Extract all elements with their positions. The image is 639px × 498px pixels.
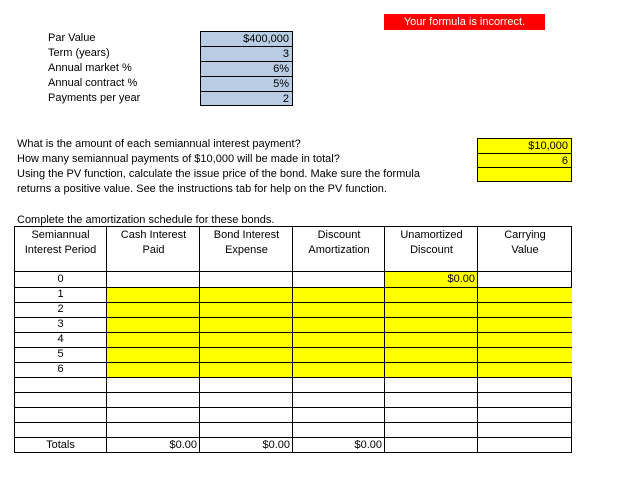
header-interest-period-line1: Semiannual <box>31 229 90 241</box>
header-interest-period-line2: Interest Period <box>24 244 97 256</box>
header-discount-amortization-line1: Discount <box>317 229 361 241</box>
total-cash-interest: $0.00 <box>169 439 197 451</box>
totals-label: Totals <box>46 439 75 451</box>
header-unamortized-discount-line2: Discount <box>410 244 453 256</box>
answer-number-of-payments-cell[interactable]: 6 <box>477 153 572 168</box>
question-semiannual-payment: What is the amount of each semiannual interest payment? <box>17 138 301 150</box>
header-unamortized-discount-line1: Unamortized <box>400 229 463 241</box>
annual-contract-rate-label: Annual contract % <box>48 77 138 89</box>
answer-issue-price-cell[interactable] <box>477 167 572 182</box>
header-cash-interest-paid <box>107 228 200 258</box>
payments-per-year-label: Payments per year <box>48 92 141 104</box>
par-value-label: Par Value <box>48 32 96 44</box>
period-4: 4 <box>57 333 64 345</box>
header-bond-interest-line1: Bond Interest <box>213 229 280 241</box>
period-2: 2 <box>57 303 64 315</box>
period0-unamortized-discount-value: $0.00 <box>447 273 475 285</box>
period-0: 0 <box>57 273 64 285</box>
term-years-label: Term (years) <box>48 47 110 59</box>
total-bond-interest-expense: $0.00 <box>262 439 290 451</box>
header-carrying-value <box>478 228 572 258</box>
header-cash-interest-line2: Paid <box>142 244 165 256</box>
period-1: 1 <box>57 288 64 300</box>
header-cash-interest-line1: Cash Interest <box>120 229 187 241</box>
question-pv-line2: returns a positive value. See the instructions tab for help on the PV function. <box>17 183 387 195</box>
total-discount-amortization: $0.00 <box>354 439 382 451</box>
header-carrying-value-line2: Value <box>511 244 539 256</box>
header-carrying-value-line1: Carrying <box>504 229 546 241</box>
question-pv-line1: Using the PV function, calculate the issue price of the bond. Make sure the formula <box>17 168 420 180</box>
annual-market-rate-label: Annual market % <box>48 62 132 74</box>
period-5: 5 <box>57 348 64 360</box>
question-number-of-payments: How many semiannual payments of $10,000 will be made in total? <box>17 153 340 165</box>
header-interest-period <box>14 228 107 258</box>
header-discount-amortization <box>293 228 385 258</box>
formula-status-message: Your formula is incorrect. <box>384 14 545 30</box>
period-6: 6 <box>57 363 64 375</box>
par-value-cell[interactable]: $400,000 <box>200 31 293 47</box>
schedule-title: Complete the amortization schedule for these bonds. <box>17 214 275 226</box>
header-bond-interest-line2: Expense <box>225 244 268 256</box>
header-bond-interest-expense <box>200 228 293 258</box>
header-discount-amortization-line2: Amortization <box>308 244 370 256</box>
period-3: 3 <box>57 318 64 330</box>
header-unamortized-discount <box>385 228 478 258</box>
payments-per-year-cell[interactable]: 2 <box>200 91 293 106</box>
term-years-cell[interactable]: 3 <box>200 46 293 62</box>
annual-contract-rate-cell[interactable]: 5% <box>200 76 293 92</box>
annual-market-rate-cell[interactable]: 6% <box>200 61 293 77</box>
answer-semiannual-payment-cell[interactable]: $10,000 <box>477 138 572 154</box>
